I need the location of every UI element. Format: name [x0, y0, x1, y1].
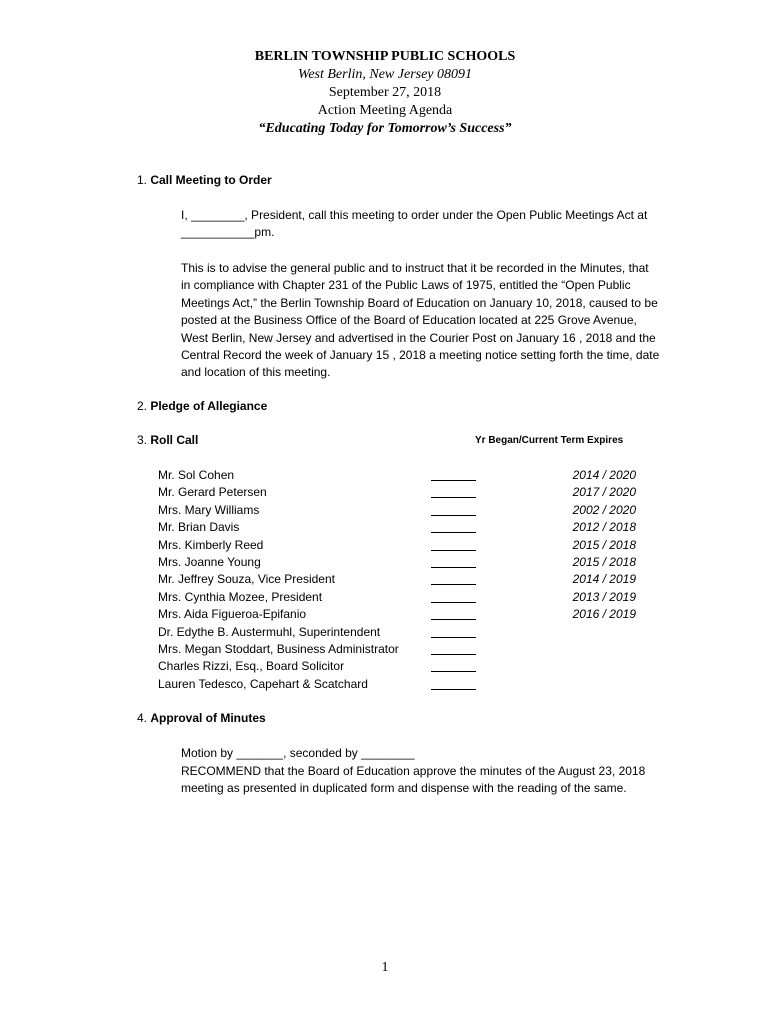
member-term: 2014 / 2020 [572, 468, 636, 482]
document-header [0, 48, 770, 138]
minutes-motion: Motion by _______, seconded by ________ [181, 746, 415, 760]
member-name: Mrs. Aida Figueroa-Epifanio [158, 607, 307, 622]
roll-call-row [158, 606, 638, 623]
member-name: Mr. Gerard Petersen [158, 485, 267, 500]
roll-call-row [158, 467, 638, 484]
member-term: 2013 / 2019 [572, 589, 636, 604]
roll-call-list [158, 467, 638, 693]
district-motto: “Educating Today for Tomorrow’s Success” [258, 121, 512, 136]
member-term: 2014 / 2019 [572, 572, 636, 587]
attendance-blank [431, 619, 476, 620]
section-number: 1. [137, 173, 151, 187]
call-to-order-statement: I, ________, President, call this meeting to order under the Open Public Meetings Act at ___________pm. [181, 208, 648, 240]
attendance-blank [431, 550, 476, 551]
district-title: BERLIN TOWNSHIP PUBLIC SCHOOLS [254, 49, 516, 64]
roll-call-row [158, 484, 638, 501]
member-name: Mr. Sol Cohen [158, 468, 235, 482]
section-title: Call Meeting to Order [150, 173, 272, 187]
member-term: 2012 / 2018 [572, 520, 636, 535]
roll-call-row [158, 537, 638, 554]
member-name: Lauren Tedesco, Capehart & Scatchard [158, 676, 368, 691]
roll-call-row [158, 519, 638, 536]
roll-call-row [158, 624, 638, 641]
roll-call-row [158, 641, 638, 658]
section-title: Approval of Minutes [150, 711, 266, 725]
member-name: Mrs. Mary Williams [158, 502, 260, 517]
member-name: Mr. Brian Davis [158, 520, 240, 535]
member-term: 2002 / 2020 [572, 502, 636, 517]
attendance-blank [431, 637, 476, 638]
section-number: 2. [137, 399, 151, 413]
minutes-recommendation: RECOMMEND that the Board of Education approve the minutes of the August 23, 2018 meeting as presented in duplicated form and dispense with the reading of the same. [181, 764, 646, 796]
member-term: 2017 / 2020 [572, 485, 636, 500]
member-name: Charles Rizzi, Esq., Board Solicitor [158, 659, 345, 674]
district-location: West Berlin, New Jersey 08091 [297, 67, 473, 82]
section-number: 3. [137, 433, 151, 447]
roll-call-row [158, 676, 638, 693]
attendance-blank [431, 671, 476, 672]
term-column-heading: Yr Began/Current Term Expires [475, 435, 624, 446]
roll-call-row [158, 589, 638, 606]
section-call-to-order-heading [137, 173, 272, 187]
attendance-blank [431, 497, 476, 498]
document-type: Action Meeting Agenda [317, 103, 453, 118]
attendance-blank [431, 602, 476, 603]
roll-call-row [158, 554, 638, 571]
member-name: Mrs. Cynthia Mozee, President [158, 589, 323, 604]
attendance-blank [431, 689, 476, 690]
member-name: Dr. Edythe B. Austermuhl, Superintendent [158, 624, 381, 639]
attendance-blank [431, 567, 476, 568]
member-name: Mrs. Joanne Young [158, 554, 261, 569]
section-minutes-heading [137, 711, 266, 725]
member-name: Mrs. Kimberly Reed [158, 537, 264, 552]
member-term: 2015 / 2018 [572, 537, 636, 552]
section-title: Pledge of Allegiance [150, 399, 268, 413]
open-meetings-notice: This is to advise the general public and to instruct that it be recorded in the Minutes, that in compliance with Chapter 231 of the Public Laws of 1975, entitled the “Open Public Meetings Act,” the Berlin Township Board of Education on January 10, 2018, caused to be posted at the Business Office of the Board of Education located at 225 Grove Avenue, West Berlin, New Jersey and advertised in the Courier Post on January 16 , 2018 and the Central Record the week of January 15 , 2018 a meeting notice setting forth the time, date and location of this meeting. [181, 261, 660, 380]
page-number: 1 [381, 960, 389, 975]
section-pledge-heading [137, 399, 267, 413]
attendance-blank [431, 515, 476, 516]
attendance-blank [431, 584, 476, 585]
meeting-date: September 27, 2018 [328, 85, 442, 100]
member-term: 2015 / 2018 [572, 554, 636, 569]
section-number: 4. [137, 711, 151, 725]
section-roll-call-heading [137, 433, 198, 447]
roll-call-row [158, 502, 638, 519]
member-name: Mr. Jeffrey Souza, Vice President [158, 572, 335, 587]
attendance-blank [431, 532, 476, 533]
member-name: Mrs. Megan Stoddart, Business Administrator [158, 641, 399, 656]
roll-call-row [158, 571, 638, 588]
member-term: 2016 / 2019 [572, 607, 636, 622]
attendance-blank [431, 480, 476, 481]
attendance-blank [431, 654, 476, 655]
section-title: Roll Call [150, 433, 199, 447]
roll-call-row [158, 658, 638, 675]
